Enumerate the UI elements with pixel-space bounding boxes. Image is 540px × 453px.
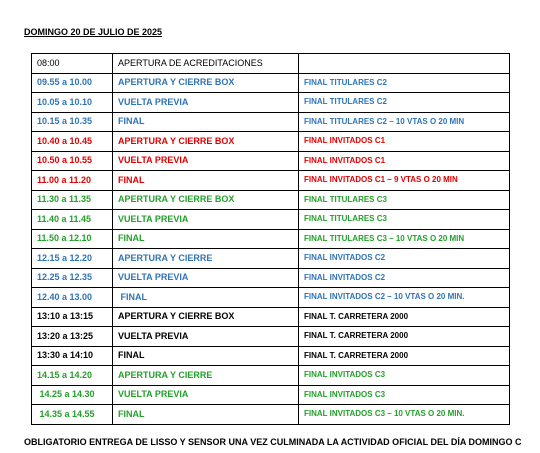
time-cell: 11.40 a 11.45 bbox=[32, 210, 113, 230]
time-cell: 13:20 a 13:25 bbox=[32, 327, 113, 347]
detail-cell: FINAL INVITADOS C2 bbox=[299, 249, 510, 269]
activity-cell: FINAL bbox=[113, 288, 299, 308]
detail-cell bbox=[299, 54, 510, 74]
detail-cell: FINAL TITULARES C3 bbox=[299, 210, 510, 230]
table-row bbox=[32, 405, 510, 425]
page-title: DOMINGO 20 DE JULIO DE 2025 bbox=[24, 27, 163, 37]
table-row bbox=[32, 93, 510, 113]
detail-cell: FINAL TITULARES C2 bbox=[299, 93, 510, 113]
time-cell: 10.50 a 10.55 bbox=[32, 151, 113, 171]
detail-cell: FINAL INVITADOS C1 bbox=[299, 151, 510, 171]
time-cell: 13:10 a 13:15 bbox=[32, 307, 113, 327]
activity-cell: VUELTA PREVIA bbox=[113, 327, 299, 347]
time-cell: 11.30 a 11.35 bbox=[32, 190, 113, 210]
table-row bbox=[32, 190, 510, 210]
detail-cell: FINAL INVITADOS C2 – 10 VTAS O 20 MIN. bbox=[299, 288, 510, 308]
time-cell: 14.15 a 14.20 bbox=[32, 366, 113, 386]
activity-cell: APERTURA Y CIERRE bbox=[113, 249, 299, 269]
time-cell: 08:00 bbox=[32, 54, 113, 74]
table-row bbox=[32, 73, 510, 93]
activity-cell: APERTURA Y CIERRE BOX bbox=[113, 307, 299, 327]
table-row bbox=[32, 54, 510, 74]
table-row bbox=[32, 268, 510, 288]
activity-cell: VUELTA PREVIA bbox=[113, 268, 299, 288]
activity-cell: FINAL bbox=[113, 112, 299, 132]
time-cell: 10.05 a 10.10 bbox=[32, 93, 113, 113]
detail-cell: FINAL INVITADOS C3 bbox=[299, 385, 510, 405]
table-row bbox=[32, 229, 510, 249]
detail-cell: FINAL INVITADOS C1 bbox=[299, 132, 510, 152]
detail-cell: FINAL INVITADOS C3 – 10 VTAS O 20 MIN. bbox=[299, 405, 510, 425]
time-cell: 10.40 a 10.45 bbox=[32, 132, 113, 152]
time-cell: 12.40 a 13.00 bbox=[32, 288, 113, 308]
table-row bbox=[32, 366, 510, 386]
activity-cell: FINAL bbox=[113, 346, 299, 366]
table-row bbox=[32, 346, 510, 366]
activity-cell: APERTURA Y CIERRE BOX bbox=[113, 132, 299, 152]
activity-cell: VUELTA PREVIA bbox=[113, 151, 299, 171]
activity-cell: FINAL bbox=[113, 405, 299, 425]
detail-cell: FINAL T. CARRETERA 2000 bbox=[299, 307, 510, 327]
time-cell: 11.50 a 12.10 bbox=[32, 229, 113, 249]
detail-cell: FINAL TITULARES C3 – 10 VTAS O 20 MIN bbox=[299, 229, 510, 249]
detail-cell: FINAL INVITADOS C2 bbox=[299, 268, 510, 288]
table-row bbox=[32, 151, 510, 171]
time-cell: 12.15 a 12.20 bbox=[32, 249, 113, 269]
table-row bbox=[32, 210, 510, 230]
table-row bbox=[32, 288, 510, 308]
activity-cell: APERTURA Y CIERRE BOX bbox=[113, 73, 299, 93]
time-cell: 12.25 a 12.35 bbox=[32, 268, 113, 288]
activity-cell: APERTURA Y CIERRE bbox=[113, 366, 299, 386]
time-cell: 11.00 a 11.20 bbox=[32, 171, 113, 191]
activity-cell: VUELTA PREVIA bbox=[113, 385, 299, 405]
detail-cell: FINAL T. CARRETERA 2000 bbox=[299, 346, 510, 366]
detail-cell: FINAL INVITADOS C3 bbox=[299, 366, 510, 386]
table-row bbox=[32, 385, 510, 405]
detail-cell: FINAL INVITADOS C1 – 9 VTAS O 20 MIN bbox=[299, 171, 510, 191]
time-cell: 14.35 a 14.55 bbox=[32, 405, 113, 425]
activity-cell: FINAL bbox=[113, 229, 299, 249]
table-row bbox=[32, 132, 510, 152]
table-row bbox=[32, 249, 510, 269]
detail-cell: FINAL TITULARES C2 – 10 VTAS O 20 MIN bbox=[299, 112, 510, 132]
activity-cell: VUELTA PREVIA bbox=[113, 93, 299, 113]
schedule-table bbox=[31, 53, 510, 425]
detail-cell: FINAL T. CARRETERA 2000 bbox=[299, 327, 510, 347]
detail-cell: FINAL TITULARES C2 bbox=[299, 73, 510, 93]
time-cell: 13:30 a 14:10 bbox=[32, 346, 113, 366]
activity-cell: VUELTA PREVIA bbox=[113, 210, 299, 230]
table-row bbox=[32, 112, 510, 132]
table-row bbox=[32, 307, 510, 327]
table-row bbox=[32, 171, 510, 191]
time-cell: 10.15 a 10.35 bbox=[32, 112, 113, 132]
activity-cell: FINAL bbox=[113, 171, 299, 191]
footer-note: OBLIGATORIO ENTREGA DE LISSO Y SENSOR UNA VEZ CULMINADA LA ACTIVIDAD OFICIAL DEL DÍA DOMINGO C bbox=[24, 437, 522, 447]
table-row bbox=[32, 327, 510, 347]
activity-cell: APERTURA DE ACREDITACIONES bbox=[113, 54, 299, 74]
schedule-body bbox=[32, 54, 510, 425]
detail-cell: FINAL TITULARES C3 bbox=[299, 190, 510, 210]
time-cell: 14.25 a 14.30 bbox=[32, 385, 113, 405]
time-cell: 09.55 a 10.00 bbox=[32, 73, 113, 93]
activity-cell: APERTURA Y CIERRE BOX bbox=[113, 190, 299, 210]
